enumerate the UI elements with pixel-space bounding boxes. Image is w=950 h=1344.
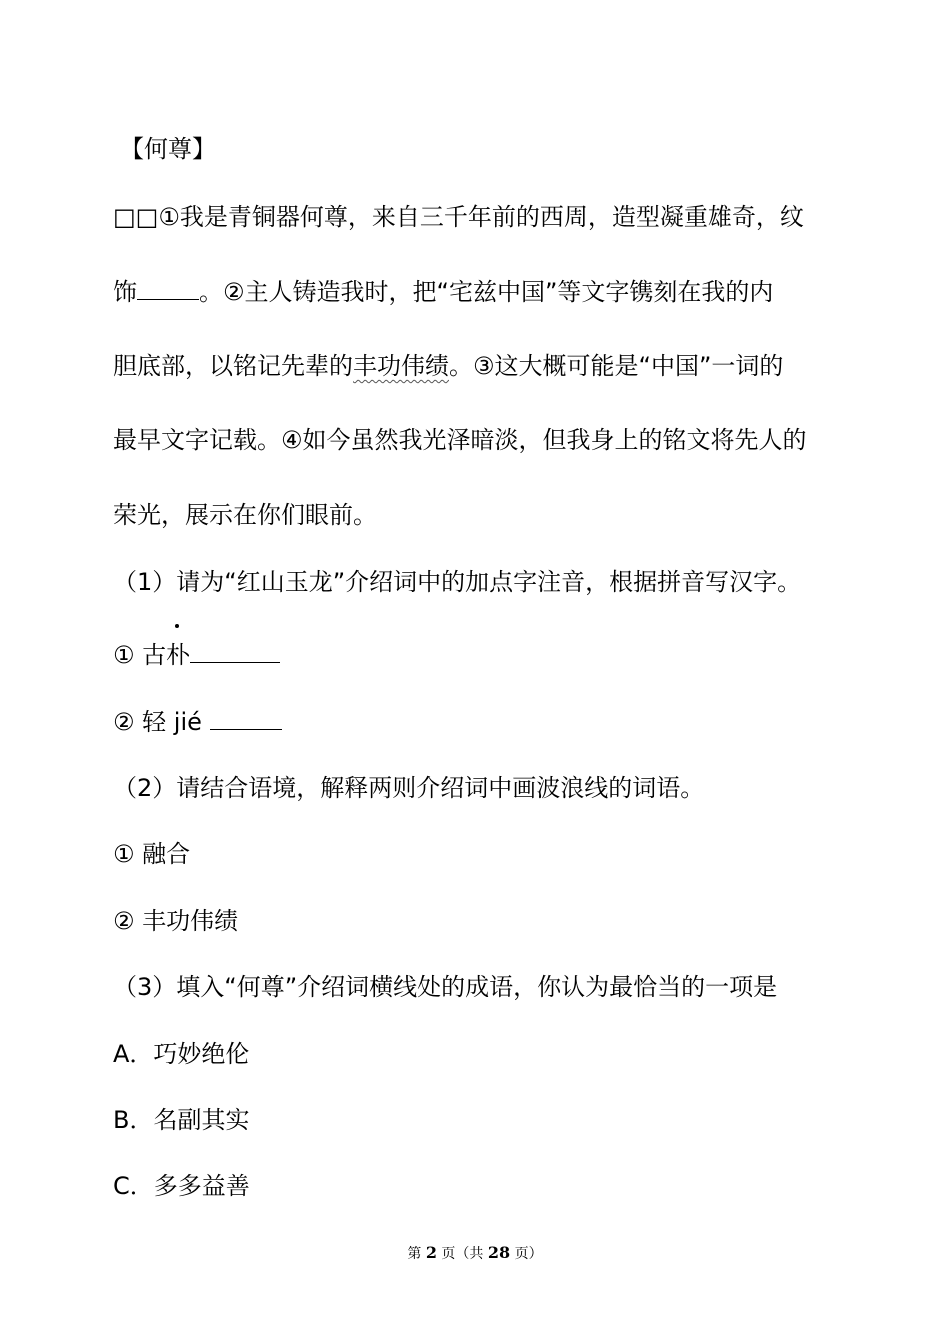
passage-line-2	[113, 276, 773, 308]
passage-line-3-start: 胆底部，以铭记先辈的	[113, 352, 353, 380]
answer-blank	[137, 277, 199, 300]
item-1-label: ① 古朴	[113, 641, 191, 669]
question-2: （2）请结合语境，解释两则介绍词中画波浪线的词语。	[113, 774, 705, 802]
footer-middle: 页（共	[436, 1246, 488, 1262]
item-2-label: ② 轻 jié	[113, 708, 210, 736]
footer-prefix: 第	[407, 1246, 426, 1262]
emphasis-dot	[175, 624, 179, 628]
page-footer	[0, 1243, 950, 1264]
question-2-item-2: ② 丰功伟绩	[113, 907, 239, 935]
answer-blank	[190, 640, 280, 663]
option-b: B．名副其实	[113, 1106, 250, 1134]
passage-line-2-start: 饰	[113, 278, 137, 306]
page-number: 2	[425, 1243, 437, 1262]
answer-blank	[210, 707, 282, 730]
question-1: （1）请为“红山玉龙”介绍词中的加点字注音，根据拼音写汉字。	[113, 568, 802, 596]
footer-suffix: 页）	[510, 1246, 543, 1262]
question-1-item-1	[113, 639, 280, 671]
question-2-item-1: ① 融合	[113, 840, 191, 868]
option-c: C．多多益善	[113, 1172, 250, 1200]
passage-line-3	[113, 350, 783, 382]
question-1-item-2	[113, 706, 282, 738]
passage-line-4: 最早文字记载。④如今虽然我光泽暗淡，但我身上的铭文将先人的	[113, 426, 807, 454]
question-3: （3）填入“何尊”介绍词横线处的成语，你认为最恰当的一项是	[113, 973, 778, 1001]
option-a: A．巧妙绝伦	[113, 1040, 250, 1068]
wavy-underlined-phrase: 丰功伟绩	[353, 352, 449, 380]
passage-line-3-end: 。③这大概可能是“中国”一词的	[449, 352, 784, 380]
total-pages: 28	[487, 1243, 511, 1262]
section-title: 【何尊】	[120, 135, 216, 163]
passage-line-5: 荣光，展示在你们眼前。	[113, 501, 377, 529]
passage-line-2-end: 。②主人铸造我时，把“宅兹中国”等文字镌刻在我的内	[199, 278, 774, 306]
passage-line-1: □□①我是青铜器何尊，来自三千年前的西周，造型凝重雄奇，纹	[113, 203, 804, 231]
